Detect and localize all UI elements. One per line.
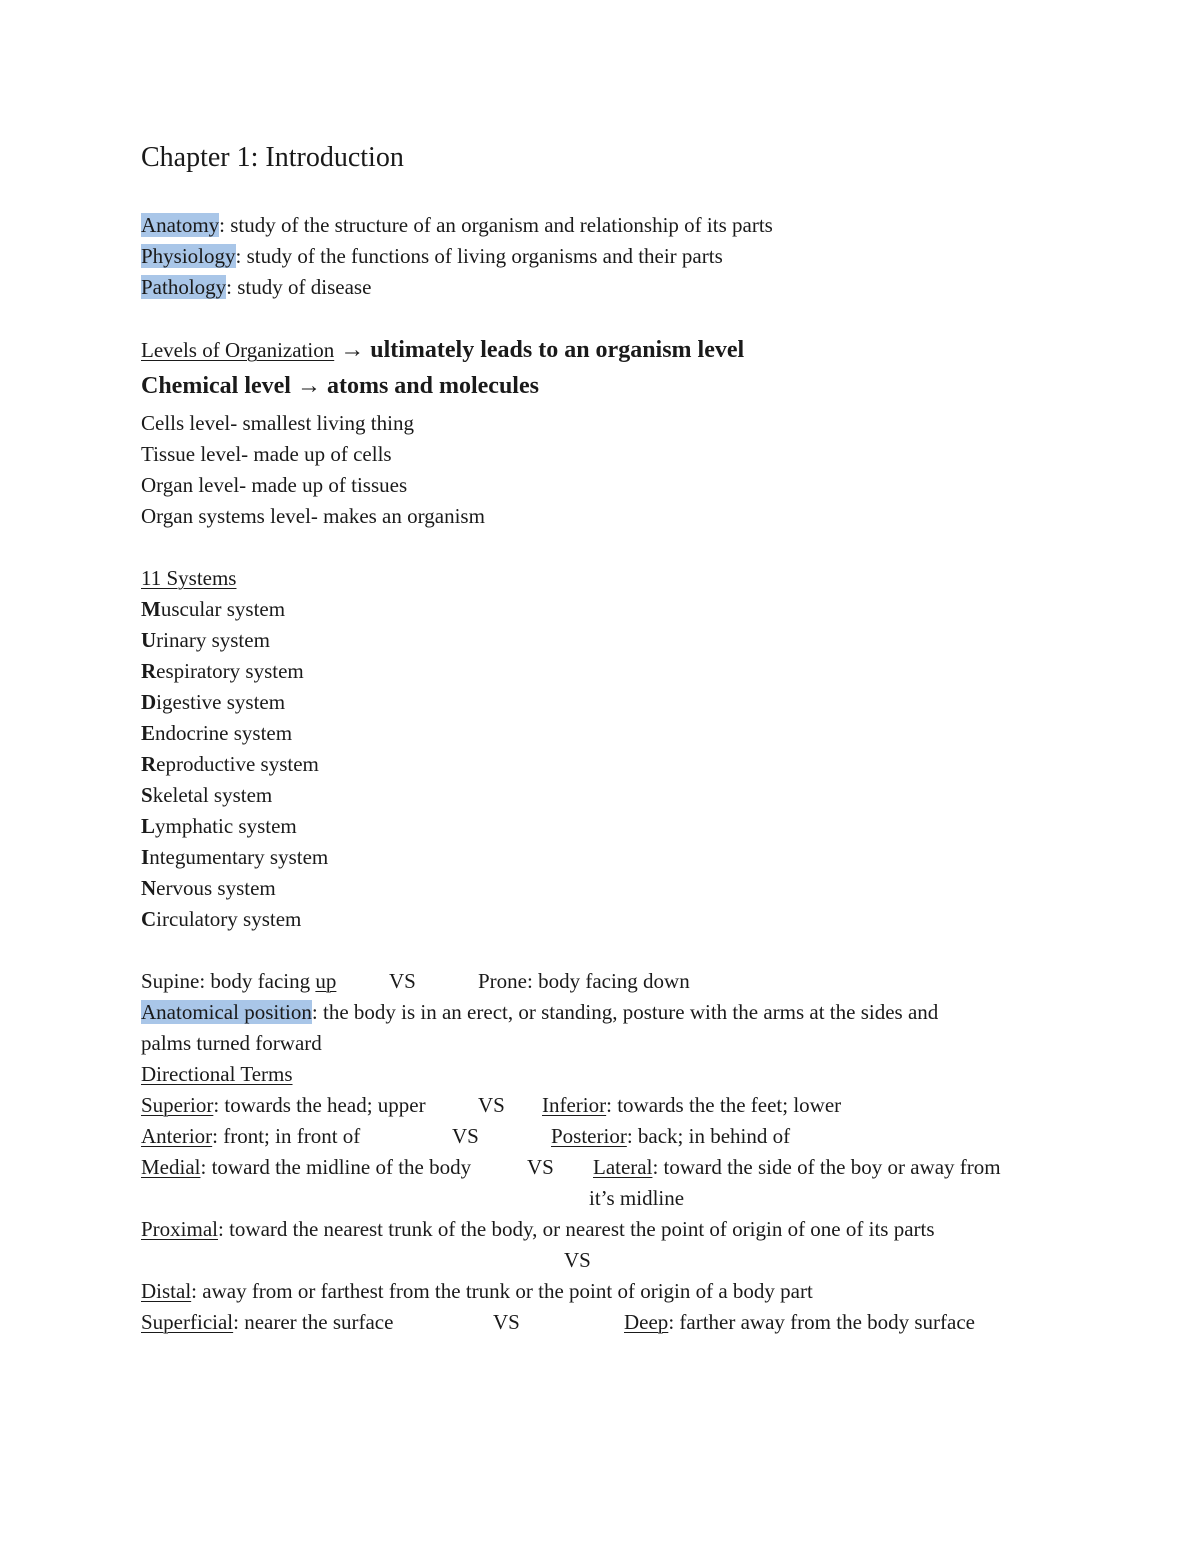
levels-heading: Levels of Organization (141, 338, 335, 362)
system-rest: ndocrine system (155, 721, 293, 745)
term-inferior: Inferior (542, 1093, 607, 1117)
term-anatomy: Anatomy (141, 213, 220, 237)
system-initial: I (141, 845, 150, 869)
term-physiology: Physiology (141, 244, 236, 268)
superficial-definition (141, 1309, 393, 1335)
anatomical-position-definition (141, 999, 938, 1025)
lateral-continued: it’s midline (589, 1186, 685, 1210)
superior-definition (141, 1092, 426, 1118)
definition-anatomy (141, 212, 773, 238)
system-item (141, 906, 301, 932)
supine-definition (141, 968, 336, 994)
term-posterior: Posterior (551, 1124, 627, 1148)
term-pathology: Pathology (141, 275, 227, 299)
term-proximal: Proximal (141, 1217, 218, 1241)
definition-text: : nearer the surface (233, 1310, 394, 1334)
system-item (141, 751, 319, 777)
term-superior: Superior (141, 1093, 214, 1117)
system-rest: keletal system (152, 783, 273, 807)
lateral-definition (593, 1154, 1001, 1180)
system-initial: C (141, 907, 157, 931)
system-item (141, 720, 292, 746)
definition-text: : toward the midline of the body (200, 1155, 472, 1179)
anatomical-position-continued: palms turned forward (141, 1031, 322, 1055)
level-item: Organ level- made up of tissues (141, 473, 408, 497)
system-item (141, 689, 285, 715)
term-anterior: Anterior (141, 1124, 213, 1148)
definition-text: : front; in front of (212, 1124, 361, 1148)
system-initial: M (141, 597, 161, 621)
medial-definition (141, 1154, 471, 1180)
anterior-definition (141, 1123, 360, 1149)
posterior-definition (551, 1123, 790, 1149)
definition-text: : study of disease (226, 275, 372, 299)
vs-label: VS (564, 1248, 591, 1272)
term-medial: Medial (141, 1155, 201, 1179)
system-initial: U (141, 628, 157, 652)
system-rest: ymphatic system (155, 814, 297, 838)
system-initial: N (141, 876, 157, 900)
term-distal: Distal (141, 1279, 192, 1303)
vs-label: VS (478, 1093, 505, 1117)
system-item (141, 844, 328, 870)
definition-text: : the body is in an erect, or standing, posture with the arms at the sides and (311, 1000, 939, 1024)
definition-text: : towards the the feet; lower (606, 1093, 842, 1117)
system-initial: R (141, 659, 157, 683)
system-rest: ervous system (156, 876, 276, 900)
system-rest: igestive system (156, 690, 286, 714)
page-title: Chapter 1: Introduction (141, 142, 404, 173)
definition-text: : toward the nearest trunk of the body, or nearest the point of origin of one of its parts (218, 1217, 935, 1241)
deep-definition (624, 1309, 975, 1335)
system-initial: S (141, 783, 153, 807)
definition-text: : back; in behind of (626, 1124, 791, 1148)
system-rest: irculatory system (156, 907, 302, 931)
vs-label: VS (493, 1310, 520, 1334)
level-item: Cells level- smallest living thing (141, 411, 414, 435)
definition-physiology (141, 243, 723, 269)
vs-label: VS (527, 1155, 554, 1179)
definition-text: : towards the head; upper (213, 1093, 426, 1117)
definition-pathology (141, 274, 371, 300)
definition-text: : study of the structure of an organism and relationship of its parts (219, 213, 773, 237)
system-item (141, 813, 297, 839)
term-anatomical-position: Anatomical position (141, 1000, 312, 1024)
system-initial: E (141, 721, 156, 745)
definition-text: : farther away from the body surface (668, 1310, 976, 1334)
system-initial: R (141, 752, 157, 776)
vs-label: VS (389, 969, 416, 993)
definition-text: : toward the side of the boy or away from (652, 1155, 1001, 1179)
definition-text: : away from or farthest from the trunk or the point of origin of a body part (191, 1279, 813, 1303)
system-rest: uscular system (160, 597, 286, 621)
levels-heading-rest: → ultimately leads to an organism level (334, 337, 745, 363)
distal-definition (141, 1278, 813, 1304)
vs-label: VS (452, 1124, 479, 1148)
system-rest: rinary system (156, 628, 270, 652)
systems-heading: 11 Systems (141, 566, 237, 590)
system-initial: L (141, 814, 156, 838)
term-superficial: Superficial (141, 1310, 234, 1334)
term-deep: Deep (624, 1310, 669, 1334)
directional-heading: Directional Terms (141, 1062, 293, 1086)
term-lateral: Lateral (593, 1155, 653, 1179)
supine-text: Supine: body facing (141, 969, 316, 993)
system-rest: eproductive system (156, 752, 319, 776)
system-initial: D (141, 690, 157, 714)
system-rest: espiratory system (156, 659, 304, 683)
inferior-definition (542, 1092, 841, 1118)
system-item (141, 782, 272, 808)
system-item (141, 627, 270, 653)
definition-text: : study of the functions of living organisms and their parts (235, 244, 723, 268)
supine-up: up (315, 969, 337, 993)
system-item (141, 875, 276, 901)
level-item: Organ systems level- makes an organism (141, 504, 485, 528)
prone-definition: Prone: body facing down (478, 969, 690, 993)
system-item (141, 658, 304, 684)
levels-heading-line (141, 335, 744, 365)
chemical-level: Chemical level → atoms and molecules (141, 373, 539, 399)
proximal-definition (141, 1216, 935, 1242)
system-rest: ntegumentary system (149, 845, 329, 869)
system-item (141, 596, 285, 622)
level-item: Tissue level- made up of cells (141, 442, 392, 466)
